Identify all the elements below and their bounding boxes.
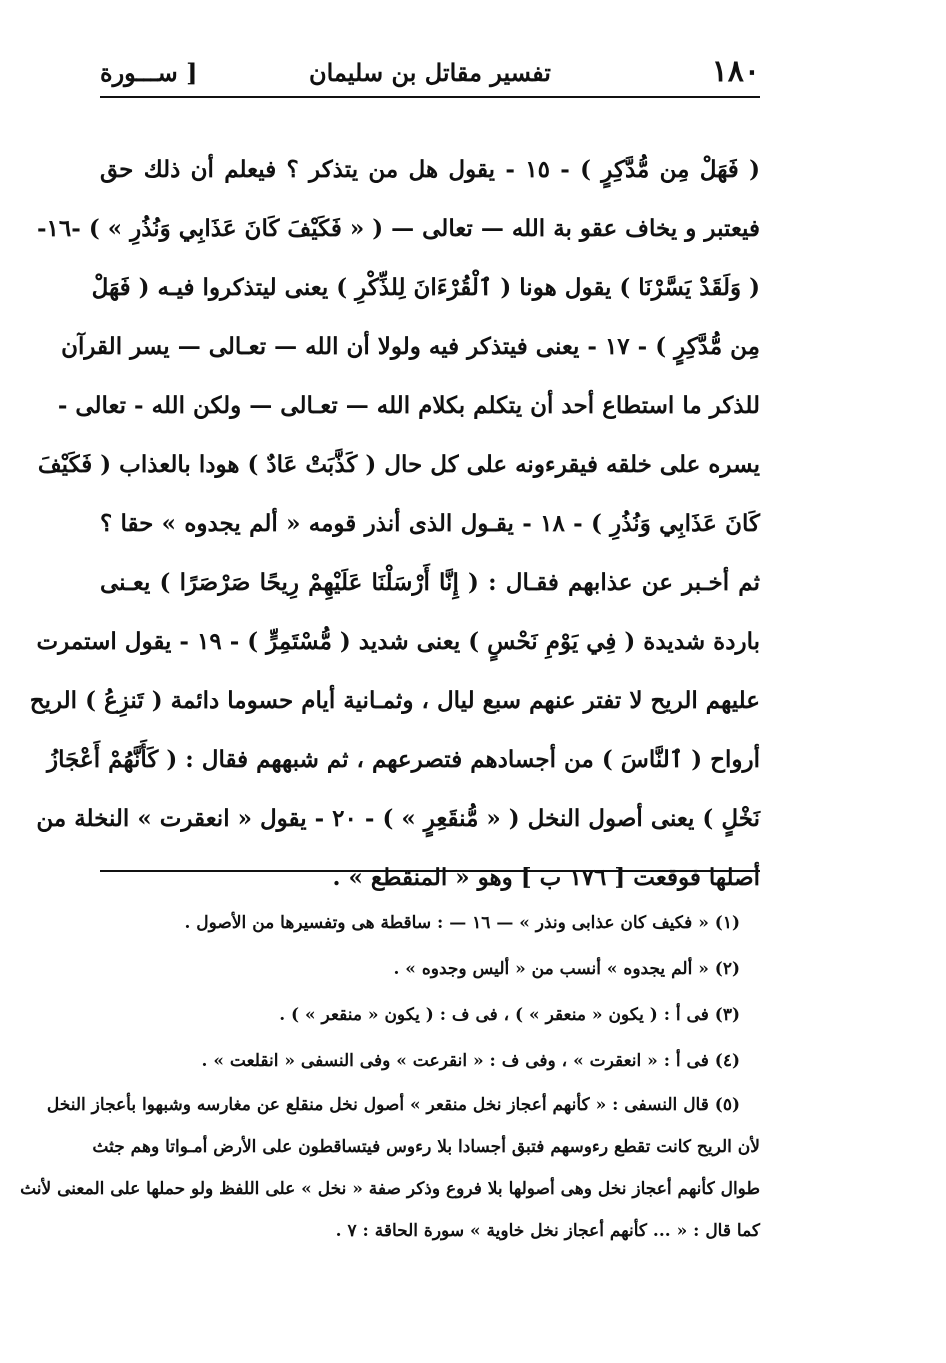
text-line: يسره على خلقه فيقرءونه على كل حال ( كَذَّبَتْ عَادٌ ) هودا بالعذاب ( فَكَيْفَ [37,451,760,478]
text-line: مِن مُّدَّكِرٍ ) - ١٧ - يعنى فيتذكر فيه ولولا أن الله — تعـالى — يسر القرآن [61,333,760,360]
text-line: ( فَهَلْ مِن مُّدَّكِرٍ ) - ١٥ - يقول هل من يتذكر ؟ فيعلم أن ذلك حق [100,156,761,183]
text-line: باردة شديدة ( فِي يَوْمِ نَحْسٍ ) يعنى شديد ( مُّسْتَمِرٍّ ) - ١٩ - يقول استمرت [36,628,760,655]
footnote-5-continued: طوال كأنهم أعجاز نخل وهى أصولها بلا فروع وذكر صفة « نخل » على اللفظ ولو حملها على المعنى لأنث [20,1179,760,1199]
footnotes [20,900,760,1252]
text-line: ( وَلَقَدْ يَسَّرْنَا ) يقول هونا ( ٱلْقُرْءَانَ لِلذِّكْرِ ) يعنى ليتذكروا فيـه ( فَهَلْ [91,274,760,301]
page-header [100,52,760,94]
footnote-4: (٤) فى أ : « انعقرت » ، وفى ف : « انقرعت » وفى النسفى « انقلعت » . [201,1051,740,1071]
text-line: عليهم الريح لا تفتر عنهم سبع ليال ، وثمـانية أيام حسوما دائمة ( تَنزِعُ ) الريح [29,687,760,714]
footnote-3: (٣) فى أ : ( يكون « منعقر » ) ، فى ف : ( يكون « منقعر » ) . [279,1005,740,1025]
footnote-2: (٢) « ألم يجدوه » أنسب من « أليس وجدوه » . [393,959,740,979]
page-number: ١٨٠ [711,54,760,89]
text-line: أصلها فوقعت [ ١٧٦ ب ] وهو « المنقطع » . [332,864,760,891]
footnote-1: (١) « فكيف كان عذابى ونذر » — ١٦ — : ساقطة هى وتفسيرها من الأصول . [184,913,740,933]
footnote-5-continued: كما قال : « ... كأنهم أعجاز نخل خاوية » سورة الحاقة : ٧ . [335,1221,760,1241]
surah-label: [ ســـورة [100,58,198,87]
footnote-5: (٥) قال النسفى : « كأنهم أعجاز نخل منقعر » أصول نخل منقلع عن مغارسه وشبهوا بأعجاز النخل [46,1095,740,1115]
text-line: كَانَ عَذَابِي وَنُذُرِ ) - ١٨ - يقـول الذى أنذر قومه « ألم يجدوه » حقا ؟ [100,510,760,537]
footnote-5-continued: لأن الريح كانت تقطع رءوسهم فتبق أجسادا بلا رءوس فيتساقطون على الأرض أمـواتا وهم جثث [92,1137,760,1157]
text-line: نَخْلٍ ) يعنى أصول النخل ( « مُّنقَعِرٍ » ) - ٢٠ - يقول « انعقرت » النخلة من [36,805,760,832]
text-line: ثم أخـبر عن عذابهم فقـال : ( إِنَّا أَرْسَلْنَا عَلَيْهِمْ رِيحًا صَرْصَرًا ) يعـنى [100,569,760,596]
text-line: للذكر ما استطاع أحد أن يتكلم بكلام الله — تعـالى — ولكن الله - تعالى - [57,392,760,419]
text-line: فيعتبر و يخاف عقو بة الله — تعالى — ( « فَكَيْفَ كَانَ عَذَابِي وَنُذُرِ » ) -١٦- [37,215,760,242]
running-title: تفسير مقاتل بن سليمان [308,58,551,87]
main-text [29,140,761,907]
footnote-rule [100,870,760,872]
header-rule [100,96,760,98]
text-line: أرواح ( ٱلنَّاسَ ) من أجسادهم فتصرعهم ، ثم شبههم فقال : ( كَأَنَّهُمْ أَعْجَازُ [47,746,760,773]
